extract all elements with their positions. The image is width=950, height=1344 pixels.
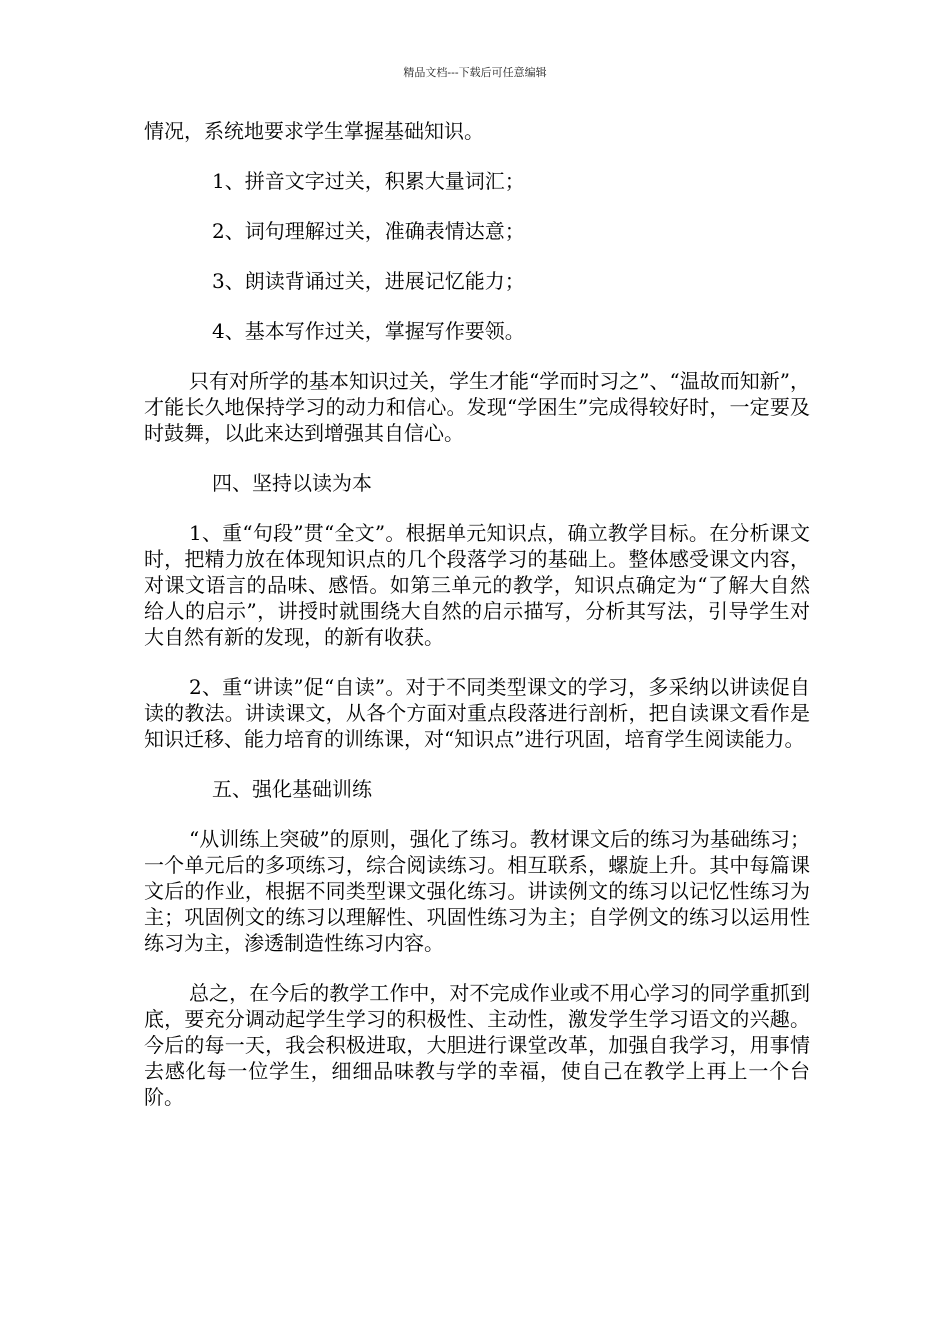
section-heading-4: 四、坚持以读为本 <box>212 471 372 495</box>
list-item-2: 2、词句理解过关，准确表情达意； <box>212 219 525 243</box>
section-heading-5: 五、强化基础训练 <box>212 777 372 801</box>
document-body <box>144 118 810 1134</box>
list-item-3: 3、朗读背诵过关，进展记忆能力； <box>212 269 525 293</box>
list-item-4: 4、基本写作过关，掌握写作要领。 <box>212 319 525 343</box>
reading-paragraph-1: 1、重“句段”贯“全文”。根据单元知识点，确立教学目标。在分析课文时，把精力放在体现知识点的几个段落学习的基础上。整体感受课文内容，对课文语言的品味、感悟。如第三单元的教学，知识点确定为“了解大自然给人的启示”，讲授时就围绕大自然的启示描写，分析其写法，引导学生对大自然有新的发现，的新有收获。 <box>144 521 810 649</box>
page-header: 精品文档---下载后可任意编辑 <box>403 66 547 79</box>
reading-paragraph-2: 2、重“讲读”促“自读”。对于不同类型课文的学习，多采纳以讲读促自读的教法。讲读课文，从各个方面对重点段落进行剖析，把自读课文看作是知识迁移、能力培育的训练课，对“知识点”进行巩固，培育学生阅读能力。 <box>144 675 810 751</box>
training-paragraph: “从训练上突破”的原则，强化了练习。教材课文后的练习为基础练习；一个单元后的多项练习，综合阅读练习。相互联系，螺旋上升。其中每篇课文后的作业，根据不同类型课文强化练习。讲读例文的练习以记忆性练习为主；巩固例文的练习以理解性、巩固性练习为主；自学例文的练习以运用性练习为主，渗透制造性练习内容。 <box>144 827 810 955</box>
basic-knowledge-paragraph: 只有对所学的基本知识过关，学生才能“学而时习之”、“温故而知新”，才能长久地保持学习的动力和信心。发现“学困生”完成得较好时，一定要及时鼓舞，以此来达到增强其自信心。 <box>144 369 810 445</box>
summary-paragraph: 总之，在今后的教学工作中，对不完成作业或不用心学习的同学重抓到底，要充分调动起学生学习的积极性、主动性，激发学生学习语文的兴趣。今后的每一天，我会积极进取，大胆进行课堂改革，加强自我学习，用事情去感化每一位学生，细细品味教与学的幸福，使自己在教学上再上一个台阶。 <box>144 981 810 1109</box>
intro-paragraph: 情况，系统地要求学生掌握基础知识。 <box>144 119 484 143</box>
list-item-1: 1、拼音文字过关，积累大量词汇； <box>212 169 525 193</box>
